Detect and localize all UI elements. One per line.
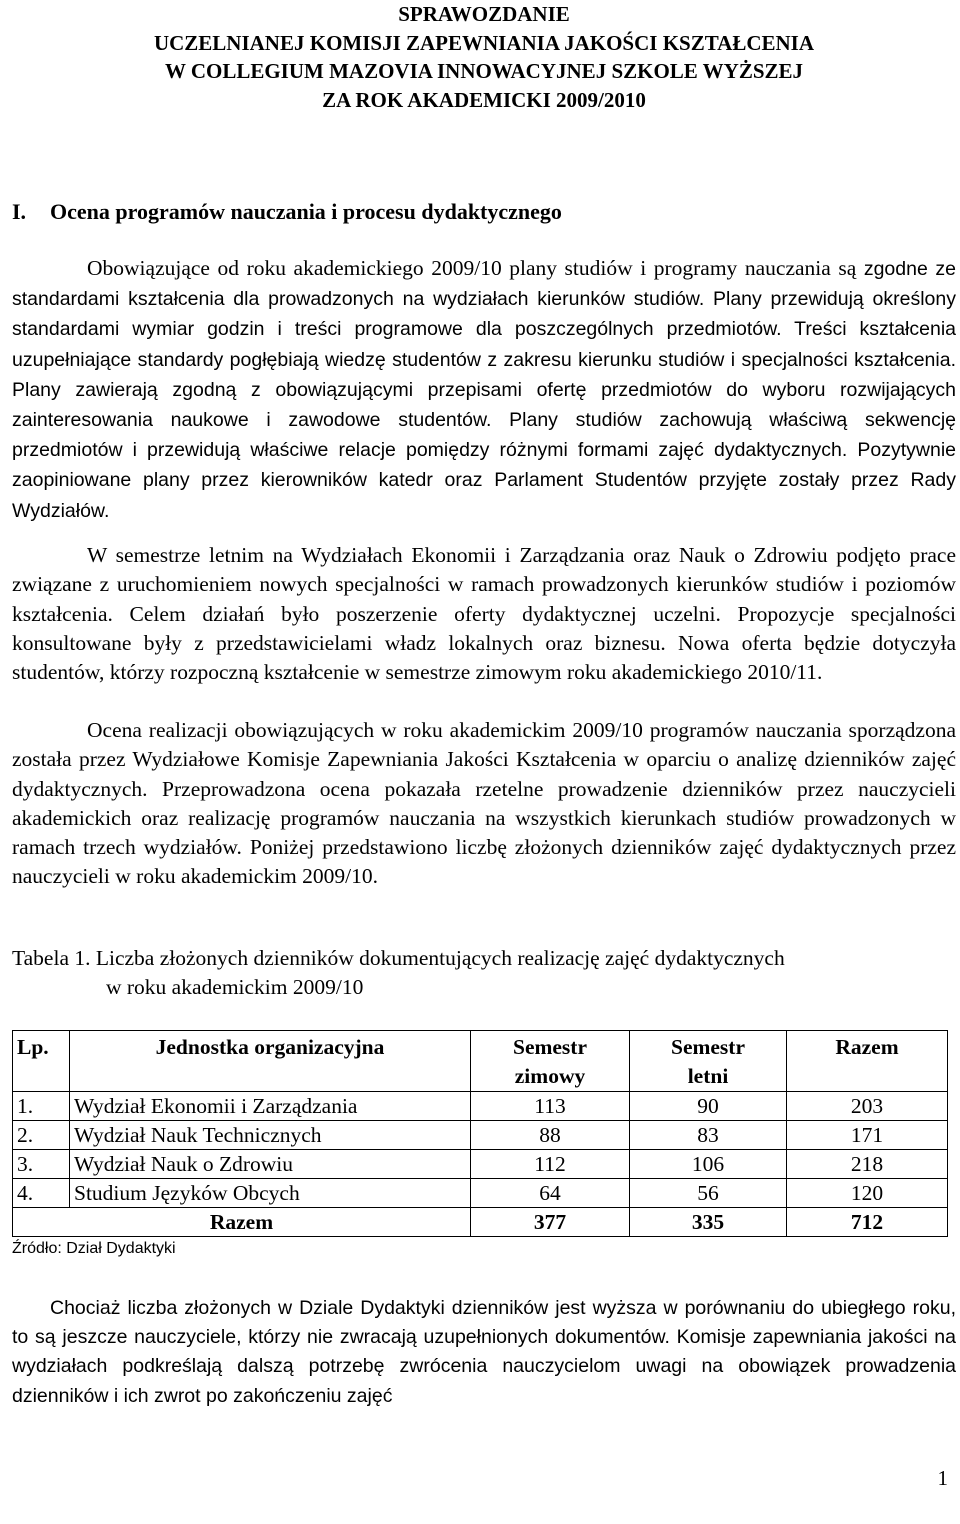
table-row xyxy=(13,1150,948,1179)
total-sum: 712 xyxy=(787,1208,948,1237)
cell-unit: Wydział Ekonomii i Zarządzania xyxy=(70,1092,471,1121)
table-row xyxy=(13,1179,948,1208)
header-unit: Jednostka organizacyjna xyxy=(70,1031,471,1092)
table-caption-line-2: w roku akademickim 2009/10 xyxy=(106,975,364,999)
document-page xyxy=(12,0,956,1490)
cell-total: 120 xyxy=(787,1179,948,1208)
table-source: Źródło: Dział Dydaktyki xyxy=(12,1240,176,1257)
diaries-table xyxy=(12,1030,948,1237)
table-header-row xyxy=(13,1031,948,1092)
cell-total: 171 xyxy=(787,1121,948,1150)
total-label: Razem xyxy=(13,1208,471,1237)
cell-lp: 4. xyxy=(13,1179,70,1208)
cell-summer: 56 xyxy=(630,1179,787,1208)
paragraph-2 xyxy=(12,541,956,687)
page-number: 1 xyxy=(937,1466,948,1490)
table-caption-line-1: Tabela 1. Liczba złożonych dzienników dokumentujących realizację zajęć dydaktycznych xyxy=(12,946,785,970)
paragraph-1-body: zgodne ze standardami kształcenia dla prowadzonych na wydziałach kierunków studiów. Plany przewidują określony standardami wymiar godzin i treści programowe dla poszczególnych przedmiotów. Treści kształcenia uzupełniające standardy pogłębiają wiedzę studentów z zakresu kierunku studiów i specjalności kształcenia. Plany zawierają zgodną z obowiązującymi przepisami ofertę przedmiotów do wyboru rozwijających zainteresowania naukowe i zawodowe studentów. Plany studiów zachowują właściwą sekwencję przedmiotów i przewidują właściwe relacje pomiędzy różnymi formami zajęć dydaktycznych. Pozytywnie zaopiniowane plany przez kierowników katedr oraz Parlament Studentów przyjęte zostały przez Rady Wydziałów. xyxy=(12,258,956,522)
header-winter-line-1: Semestr xyxy=(512,1035,588,1059)
cell-unit: Wydział Nauk Technicznych xyxy=(70,1121,471,1150)
cell-summer: 106 xyxy=(630,1150,787,1179)
paragraph-3 xyxy=(12,716,956,892)
report-title xyxy=(12,0,956,114)
title-line-4: ZA ROK AKADEMICKI 2009/2010 xyxy=(322,87,646,112)
paragraph-2-text: W semestrze letnim na Wydziałach Ekonomii i Zarządzania oraz Nauk o Zdrowiu podjęto prace związane z uruchomieniem nowych specjalności w ramach prowadzonych kierunków studiów i poziomów kształcenia. Celem działań było poszerzenie oferty dydaktycznej uczelni. Propozycje specjalności konsultowane były z przedstawicielami władz lokalnych oraz biznesu. Nowa oferta będzie dotyczyła studentów, którzy rozpoczną kształcenie w semestrze zimowym roku akademickiego 2010/11. xyxy=(12,543,956,685)
cell-winter: 113 xyxy=(471,1092,630,1121)
section-heading xyxy=(12,197,562,227)
header-total: Razem xyxy=(787,1031,948,1092)
title-line-2: UCZELNIANEJ KOMISJI ZAPEWNIANIA JAKOŚCI KSZTAŁCENIA xyxy=(153,30,815,55)
cell-unit: Studium Języków Obcych xyxy=(70,1179,471,1208)
header-summer xyxy=(630,1031,787,1092)
table-row xyxy=(13,1092,948,1121)
cell-lp: 1. xyxy=(13,1092,70,1121)
header-lp: Lp. xyxy=(13,1031,70,1092)
cell-winter: 64 xyxy=(471,1179,630,1208)
cell-total: 218 xyxy=(787,1150,948,1179)
paragraph-1-intro: Obowiązujące od roku akademickiego 2009/10 plany studiów i programy nauczania są xyxy=(87,256,857,280)
title-line-3: W COLLEGIUM MAZOVIA INNOWACYJNEJ SZKOLE WYŻSZEJ xyxy=(164,59,804,83)
paragraph-3-text: Ocena realizacji obowiązujących w roku akademickim 2009/10 programów nauczania sporządzona została przez Wydziałowe Komisje Zapewniania Jakości Kształcenia w oparciu o analizę dzienników zajęć dydaktycznych. Przeprowadzona ocena pokazała rzetelne prowadzenie dzienników przez nauczycieli akademickich oraz realizację programów nauczania na wszystkich kierunkach studiów prowadzonych w ramach trzech wydziałów. Poniżej przedstawiono liczbę złożonych dzienników zajęć dydaktycznych przez nauczycieli w roku akademickim 2009/10. xyxy=(12,718,956,889)
header-summer-line-2: letni xyxy=(687,1064,729,1088)
header-winter-line-2: zimowy xyxy=(514,1064,586,1088)
cell-lp: 3. xyxy=(13,1150,70,1179)
cell-winter: 88 xyxy=(471,1121,630,1150)
closing-text: Chociaż liczba złożonych w Dziale Dydaktyki dzienników jest wyższa w porównaniu do ubiegłego roku, to są jeszcze nauczyciele, którzy nie zwracają uzupełnionych dokumentów. Komisje zapewniania jakości na wydziałach podkreślają dalszą potrzebę zwrócenia nauczycielom uwagi na obowiązek prowadzenia dzienników i ich zwrot po zakończeniu zajęć xyxy=(12,1297,956,1407)
header-summer-line-1: Semestr xyxy=(670,1035,746,1059)
cell-lp: 2. xyxy=(13,1121,70,1150)
section-title: Ocena programów nauczania i procesu dydaktycznego xyxy=(50,199,562,224)
closing-paragraph xyxy=(12,1294,956,1411)
cell-summer: 83 xyxy=(630,1121,787,1150)
total-winter: 377 xyxy=(471,1208,630,1237)
cell-unit: Wydział Nauk o Zdrowiu xyxy=(70,1150,471,1179)
table-caption xyxy=(12,944,785,1002)
paragraph-1 xyxy=(12,254,956,526)
total-summer: 335 xyxy=(630,1208,787,1237)
header-winter xyxy=(471,1031,630,1092)
cell-summer: 90 xyxy=(630,1092,787,1121)
cell-winter: 112 xyxy=(471,1150,630,1179)
cell-total: 203 xyxy=(787,1092,948,1121)
section-number: I. xyxy=(12,199,27,224)
table-row xyxy=(13,1121,948,1150)
title-line-1: SPRAWOZDANIE xyxy=(398,2,570,26)
table-total-row xyxy=(13,1208,948,1237)
